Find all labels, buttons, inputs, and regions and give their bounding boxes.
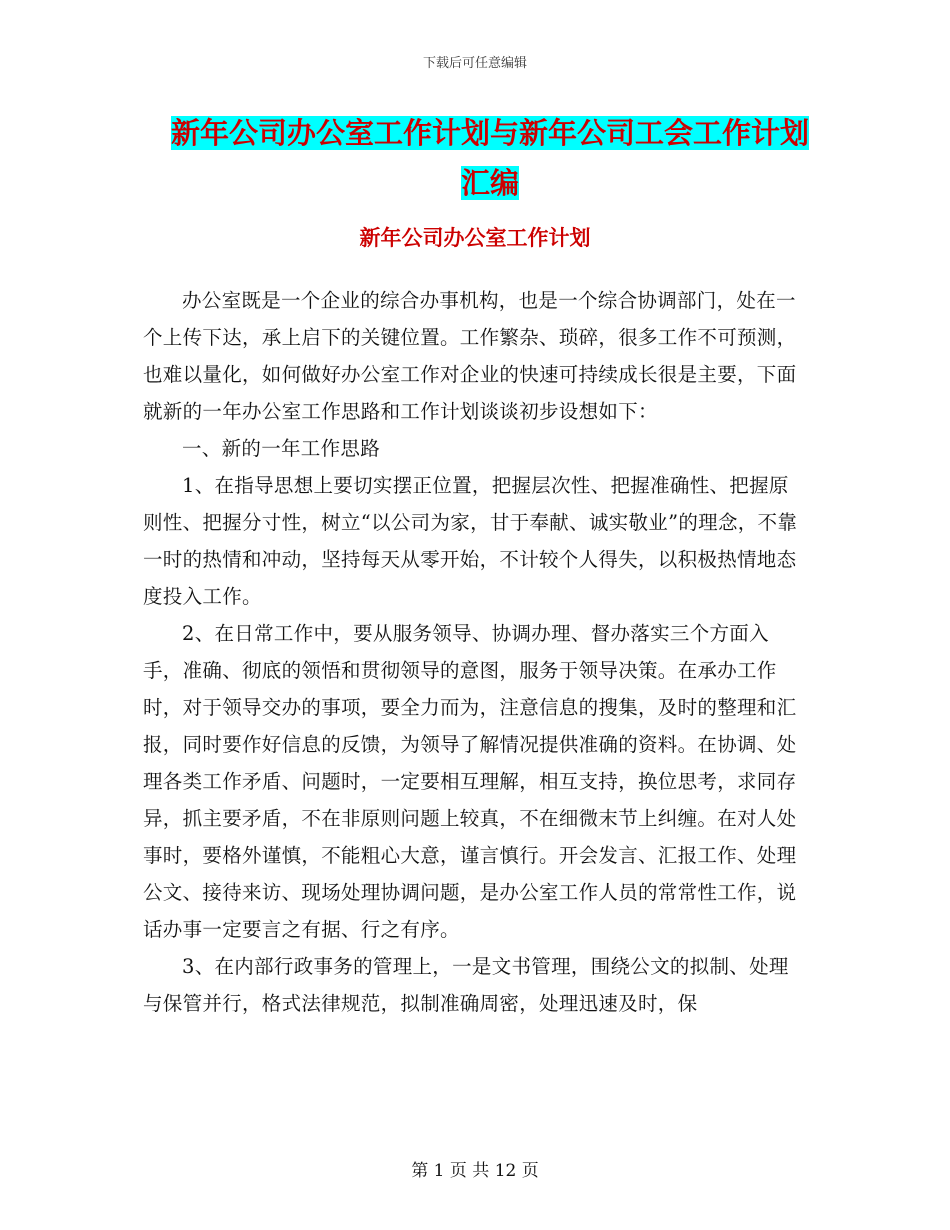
- page-footer: 第 1 页 共 12 页: [411, 1161, 539, 1181]
- paragraph-3: 3、在内部行政事务的管理上，一是文书管理，围绕公文的拟制、处理与保管并行，格式法律规范，拟制准确周密，处理迅速及时，保: [143, 955, 789, 1015]
- section-title: 新年公司办公室工作计划: [359, 226, 591, 250]
- paragraph-1: 1、在指导思想上要切实摆正位置，把握层次性、把握准确性、把握原则性、把握分寸性，树立“以公司为家，甘于奉献、诚实敬业”的理念，不靠一时的热情和冲动，坚持每天从零开始，不计较个人得失，以积极热情地态度投入工作。: [143, 474, 798, 608]
- paragraph-heading: 一、新的一年工作思路: [182, 437, 381, 460]
- document-title: [170, 108, 810, 208]
- header-note: 下载后可任意编辑: [422, 56, 527, 71]
- document-body: [143, 282, 805, 1022]
- paragraph-2: 2、在日常工作中，要从服务领导、协调办理、督办落实三个方面入手，准确、彻底的领悟和贯彻领导的意图，服务于领导决策。在承办工作时，对于领导交办的事项，要全力而为，注意信息的搜集，及时的整理和汇报，同时要作好信息的反馈，为领导了解情况提供准确的资料。在协调、处理各类工作矛盾、问题时，一定要相互理解，相互支持，换位思考，求同存异，抓主要矛盾，不在非原则问题上较真，不在细微末节上纠缠。在对人处事时，要格外谨慎，不能粗心大意，谨言慎行。开会发言、汇报工作、处理公文、接待来访、现场处理协调问题，是办公室工作人员的常常性工作，说话办事一定要言之有据、行之有序。: [143, 622, 797, 941]
- paragraph-intro: 办公室既是一个企业的综合办事机构，也是一个综合协调部门，处在一个上传下达，承上启下的关键位置。工作繁杂、琐碎，很多工作不可预测，也难以量化，如何做好办公室工作对企业的快速可持续成长很是主要，下面就新的一年办公室工作思路和工作计划谈谈初步设想如下：: [143, 289, 797, 423]
- document-title-text: 新年公司办公室工作计划与新年公司工会工作计划汇编: [170, 116, 809, 200]
